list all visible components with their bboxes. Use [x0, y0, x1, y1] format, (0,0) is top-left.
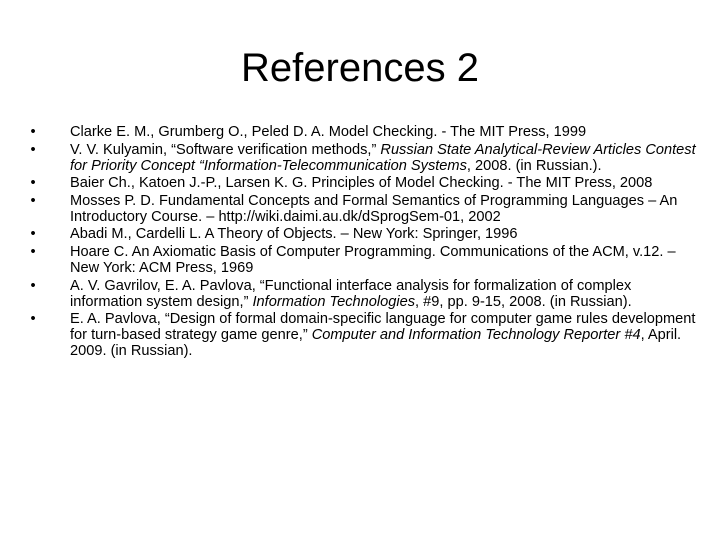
reference-text: E. A. Pavlova, “Design of formal domain-specific language for computer game rules development for turn-based strategy game genre,”	[70, 311, 696, 344]
reference-text: A. V. Gavrilov, E. A. Pavlova, “Functional interface analysis for formalization of complex information system design,”	[70, 277, 632, 310]
reference-item	[28, 142, 700, 174]
bullet-icon: •	[30, 311, 36, 328]
bullet-icon: •	[30, 277, 36, 294]
reference-text: , 2008. (in Russian.).	[466, 157, 602, 174]
reference-item	[28, 311, 700, 359]
bullet-icon: •	[30, 124, 36, 140]
reference-text: Mosses P. D. Fundamental Concepts and Formal Semantics of Programming Languages – An Introductory Course. – http://wiki.daimi.au.dk/dSprogSem-01, 2002	[70, 192, 678, 225]
bullet-icon: •	[30, 141, 36, 158]
reference-item	[28, 278, 700, 310]
reference-text: Abadi M., Cardelli L. A Theory of Objects. – New York: Springer, 1996	[70, 226, 518, 243]
reference-item	[28, 124, 700, 140]
reference-text: Clarke E. M., Grumberg O., Peled D. A. Model Checking. - The MIT Press, 1999	[70, 124, 587, 140]
reference-item	[28, 244, 700, 276]
reference-text: Baier Ch., Katoen J.-P., Larsen K. G. Principles of Model Checking. - The MIT Press, 2008	[70, 175, 653, 192]
reference-list	[28, 124, 700, 361]
reference-italic-text: Information Technologies	[252, 293, 416, 310]
reference-item	[28, 175, 700, 191]
bullet-icon: •	[30, 226, 36, 243]
slide-title: References 2	[241, 46, 479, 90]
bullet-icon: •	[30, 243, 36, 260]
reference-text: Hoare C. An Axiomatic Basis of Computer Programming. Communications of the ACM, v.12. – New York: ACM Press, 1969	[70, 243, 676, 276]
bullet-icon: •	[30, 192, 36, 209]
reference-italic-text: Computer and Information Technology Reporter #4	[311, 327, 641, 344]
reference-item	[28, 193, 700, 225]
reference-italic-text: Russian State Analytical-Review Articles Contest for Priority Concept “Information-Telecommunication Systems	[70, 141, 696, 174]
bullet-icon: •	[30, 175, 36, 192]
reference-text: V. V. Kulyamin, “Software verification methods,”	[70, 141, 381, 158]
reference-item	[28, 226, 700, 242]
reference-text: , April. 2009. (in Russian).	[70, 327, 682, 360]
reference-text: , #9, pp. 9-15, 2008. (in Russian).	[415, 293, 632, 310]
